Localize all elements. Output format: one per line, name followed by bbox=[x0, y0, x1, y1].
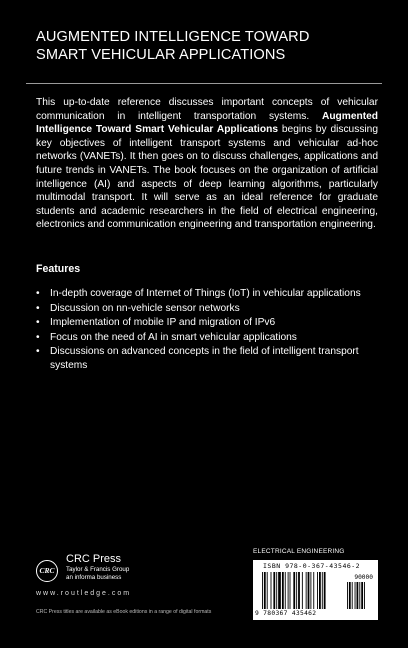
feature-item bbox=[36, 316, 376, 330]
features-list bbox=[36, 287, 376, 374]
feature-item bbox=[36, 331, 376, 345]
publisher-url: www.routledge.com bbox=[36, 590, 132, 597]
publisher-name: CRC Press bbox=[66, 553, 122, 565]
bullet-icon: • bbox=[36, 317, 40, 329]
feature-text: Implementation of mobile IP and migration of IPv6 bbox=[50, 317, 276, 329]
price-code: 90000 bbox=[354, 574, 373, 581]
publisher-brand bbox=[66, 553, 129, 582]
feature-item bbox=[36, 345, 376, 372]
divider bbox=[26, 83, 382, 84]
feature-text: Discussions on advanced concepts in the field of intelligent transport systems bbox=[50, 346, 359, 371]
bullet-icon: • bbox=[36, 346, 40, 358]
feature-text: Discussion on nn-vehicle sensor networks bbox=[50, 302, 240, 314]
description-body: begins by discussing key objectives of intelligent transport systems and vehicular ad-hoc networks (VANETs). It then goes on to discuss challenges, applications and future trends in VANETs. The book focuses on the organization of artificial intelligence (AI) and aspects of deep learning algorithms, particularly multimodal transport. It will serve as an ideal reference for graduate students and academic researchers in the field of electrical engineering, electronics and communication engineering and transportation engineering. bbox=[36, 124, 379, 231]
title-line-1: AUGMENTED INTELLIGENCE TOWARD bbox=[36, 29, 310, 45]
feature-text: In-depth coverage of Internet of Things (IoT) in vehicular applications bbox=[50, 288, 361, 299]
isbn-text: ISBN 978-0-367-43546-2 bbox=[263, 562, 361, 570]
feature-item bbox=[36, 302, 376, 316]
description-book-title: Augmented Intelligence Toward Smart Vehicular Applications bbox=[36, 110, 378, 136]
description-intro: This up-to-date reference discusses important concepts of vehicular communication in intelligent transportation systems. bbox=[36, 97, 378, 122]
bullet-icon: • bbox=[36, 288, 40, 299]
crc-logo-icon: CRC bbox=[36, 560, 58, 582]
bullet-icon: • bbox=[36, 331, 40, 343]
feature-text: Focus on the need of AI in smart vehicular applications bbox=[50, 331, 297, 343]
bullet-icon: • bbox=[36, 302, 40, 314]
publisher-group: Taylor & Francis Group bbox=[66, 566, 130, 573]
feature-item bbox=[36, 287, 376, 301]
description bbox=[36, 96, 378, 232]
barcode-digits: 9 780367 435462 bbox=[255, 610, 317, 617]
subject-category: ELECTRICAL ENGINEERING bbox=[253, 548, 345, 555]
book-title bbox=[36, 28, 376, 64]
publisher-informa: an informa business bbox=[66, 574, 122, 581]
isbn-barcode bbox=[253, 560, 378, 620]
title-line-2: SMART VEHICULAR APPLICATIONS bbox=[36, 47, 286, 63]
ebook-footnote: CRC Press titles are available as eBook editions in a range of digital formats bbox=[36, 609, 212, 615]
features-heading: Features bbox=[36, 263, 81, 275]
